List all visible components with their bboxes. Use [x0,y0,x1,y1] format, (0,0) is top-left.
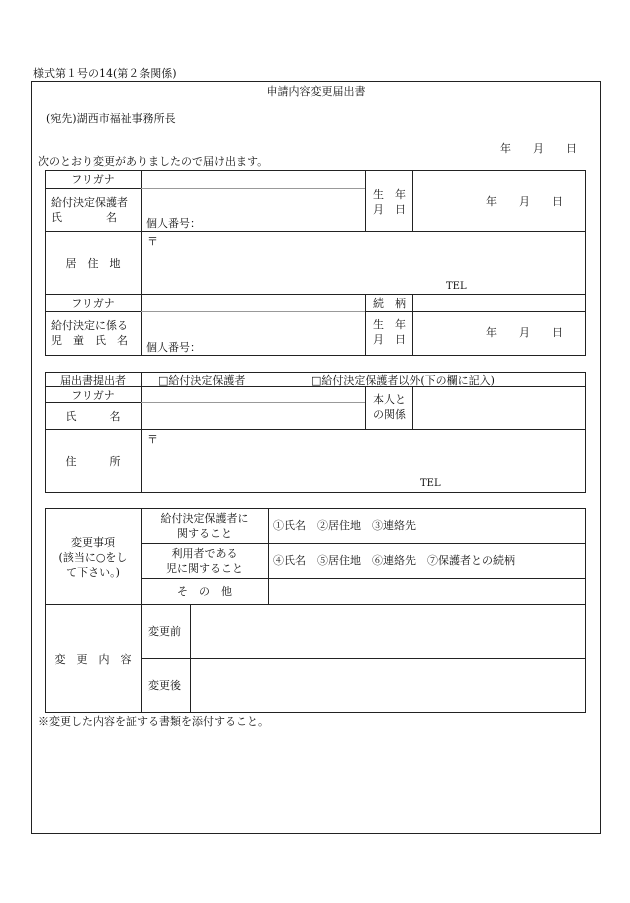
after-label: 変更後 [148,679,181,692]
child-name-label: 給付決定に係る 児 童 氏 名 [51,319,128,347]
child-options[interactable]: ④氏名 ⑤居住地 ⑥連絡先 ⑦保護者との続柄 [273,554,515,567]
intro-text: 次のとおり変更がありましたので届け出ます。 [38,155,269,168]
relation-label: 本人と の関係 [373,393,406,421]
birth-date-2: 年 月 日 [486,326,563,339]
change-content-label: 変 更 内 容 [54,653,132,666]
address-label: 居 住 地 [65,257,121,270]
my-number-label: 個人番号： [146,217,201,230]
submitter-furigana-label: フリガナ [71,389,115,402]
submitter-address-label: 住 所 [65,455,121,468]
my-number-label-2: 個人番号： [146,341,201,354]
submitter-label: 届出書提出者 [60,374,126,387]
guardian-name-label: 給付決定保護者 氏 名 [51,196,128,224]
change-items-label: 変更事項 (該当に○をし て下さい。) [58,536,128,579]
postal-mark-2: 〒 [147,433,158,446]
birth-date: 年 月 日 [486,195,563,208]
furigana-label: フリガナ [71,173,115,186]
birth-label-2: 生 年 月 日 [373,318,406,346]
addressee: (宛先)湖西市福祉事務所長 [46,112,176,125]
birth-label: 生 年 月 日 [373,188,406,216]
other-label: そ の 他 [177,585,232,598]
guardian-related-label: 給付決定保護者に 関すること [160,512,249,540]
relationship-label: 続 柄 [373,297,406,310]
submission-date: 年 月 日 [500,142,577,155]
form-title: 申請内容変更届出書 [266,85,366,98]
attachment-note: ※変更した内容を証する書類を添付すること。 [38,715,269,728]
before-label: 変更前 [148,625,181,638]
option-other[interactable]: □給付決定保護者以外(下の欄に記入) [311,374,495,387]
tel-label-2: TEL [420,478,441,489]
form-number: 様式第１号の14(第２条関係) [33,67,177,80]
submitter-name-label: 氏 名 [65,410,121,423]
furigana-label-2: フリガナ [71,297,115,310]
guardian-options[interactable]: ①氏名 ②居住地 ③連絡先 [273,519,416,532]
option-guardian[interactable]: □給付決定保護者 [158,374,246,387]
postal-mark: 〒 [147,235,158,248]
tel-label: TEL [446,281,467,292]
child-related-label: 利用者である 児に関すること [166,547,243,575]
